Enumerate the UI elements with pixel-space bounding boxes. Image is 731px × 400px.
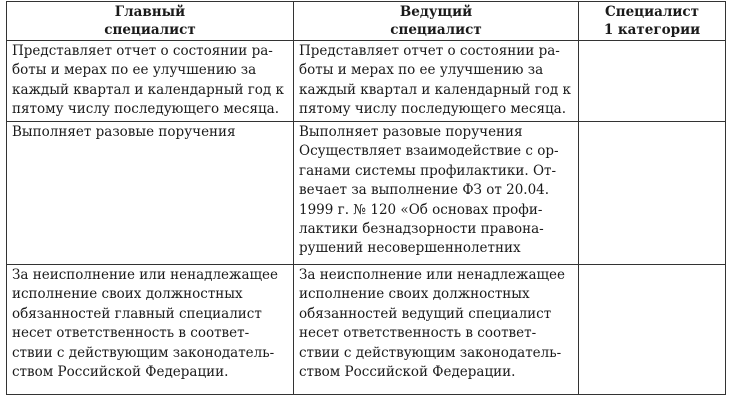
table-cell-first-category: [579, 122, 726, 265]
header-cell-first-category-specialist: Специалист 1 категории: [579, 2, 726, 41]
table-row: [7, 265, 726, 395]
table-cell-chief: Представляет отчет о состоянии ра- боты и мерах по ее улучшению за каждый квартал и календарный год к пятому числу последующего месяца.: [7, 41, 294, 122]
table-cell-lead: Представляет отчет о состоянии ра- боты и мерах по ее улучшению за каждый квартал и календарный год к пятому числу последующего месяца.: [294, 41, 579, 122]
table-cell-chief: Выполняет разовые поручения: [7, 122, 294, 265]
responsibilities-table: [6, 1, 726, 395]
header-cell-lead-specialist: Ведущий специалист: [294, 2, 579, 41]
header-cell-chief-specialist: Главный специалист: [7, 2, 294, 41]
table-cell-chief: За неисполнение или ненадлежащее исполнение своих должностных обязанностей главный специалист несет ответственность в соответ- ствии с действующим законодатель- ством Российской Федерации.: [7, 265, 294, 395]
table-row: [7, 41, 726, 122]
table-cell-lead: Выполняет разовые поручения Осуществляет взаимодействие с ор- ганами системы профилактики. От- вечает за выполнение ФЗ от 20.04. 1999 г. № 120 «Об основах профи- лактики безнадзорности правона- рушений несовершеннолетних: [294, 122, 579, 265]
table-cell-first-category: [579, 41, 726, 122]
table-row: [7, 122, 726, 265]
table-cell-first-category: [579, 265, 726, 395]
table-cell-lead: За неисполнение или ненадлежащее исполнение своих должностных обязанностей ведущий специалист несет ответственность в соответ- ствии с действующим законодатель- ством Российской Федерации.: [294, 265, 579, 395]
table-header-row: [7, 2, 726, 41]
